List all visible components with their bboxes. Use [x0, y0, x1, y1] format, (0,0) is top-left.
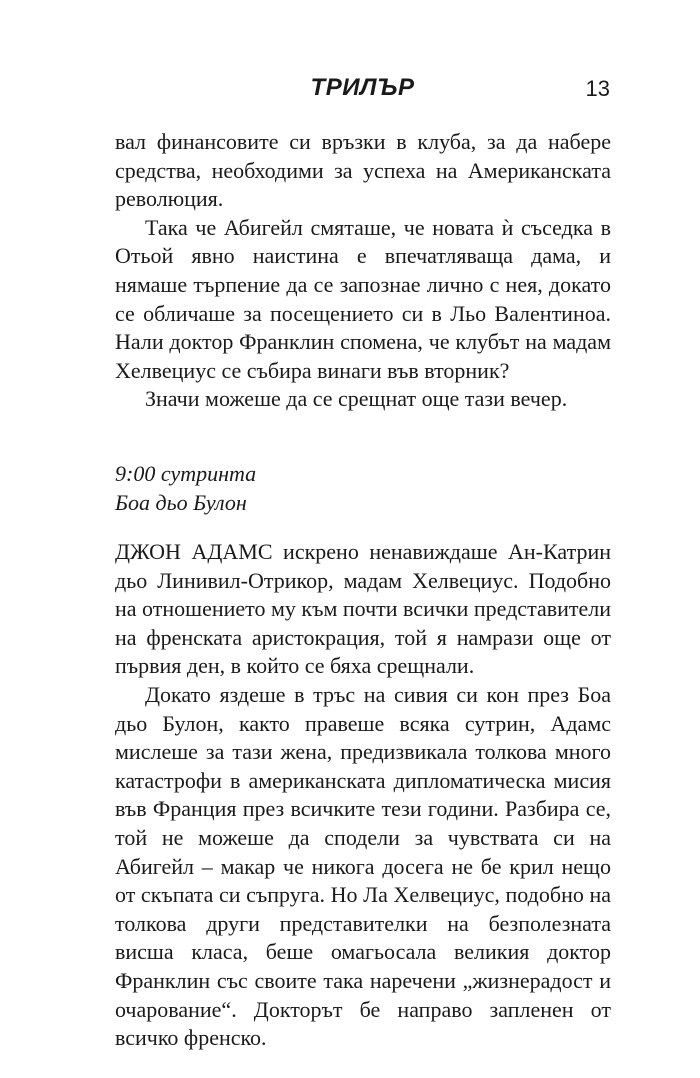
paragraph: ДЖОН АДАМС искрено ненавиждаше Ан-Катрин дьо Линивил-Отрикор, мадам Хелвециус. Подобно на отношението му към почти всички представители на френската аристокрация, той я намрази още от първия ден, в който се бяха срещнали.	[115, 539, 612, 679]
section-time: 9:00 сутринта	[115, 461, 257, 486]
page-number: 13	[585, 76, 610, 101]
section-subheading	[115, 459, 256, 517]
body-text-bottom	[115, 538, 611, 1053]
paragraph: вал финансовите си връзки в клуба, за да набере средства, необходими за успеха на Американската революция.	[115, 129, 611, 212]
section-place: Боа дьо Булон	[115, 490, 247, 515]
paragraph: Докато яздеше в тръс на сивия си кон през Боа дьо Булон, както правеше всяка сутрин, Адамс мислеше за тази жена, предизвикала толкова много катастрофи в американската дипломатическа мисия във Франция през всичките тези години. Разбира се, той не можеше да сподели за чувствата си на Абигейл – макар че никога досега не бе крил нещо от скъпата си съпруга. Но Ла Хелвециус, подобно на толкова други представителки на безполезната висша класа, беше омагьосала великия доктор Франклин със своите така наречени „жизнерадост и очарование“. Докторът бе направо запленен от всичко френско.	[115, 681, 611, 1051]
page-header	[115, 74, 610, 114]
paragraph: Така че Абигейл смяташе, че новата ѝ съседка в Отьой явно наистина е впечатляваща дама, и нямаше търпение да се запознае лично с нея, докато се обличаше за посещението си в Льо Валентиноа. Нали доктор Франклин спомена, че клубът на мадам Хелвециус се събира винаги във вторник?	[115, 214, 611, 383]
running-title: ТРИЛЪР	[310, 74, 415, 101]
paragraph: Значи можеше да се срещнат още тази вечер.	[145, 386, 568, 412]
body-text-top	[115, 128, 611, 414]
